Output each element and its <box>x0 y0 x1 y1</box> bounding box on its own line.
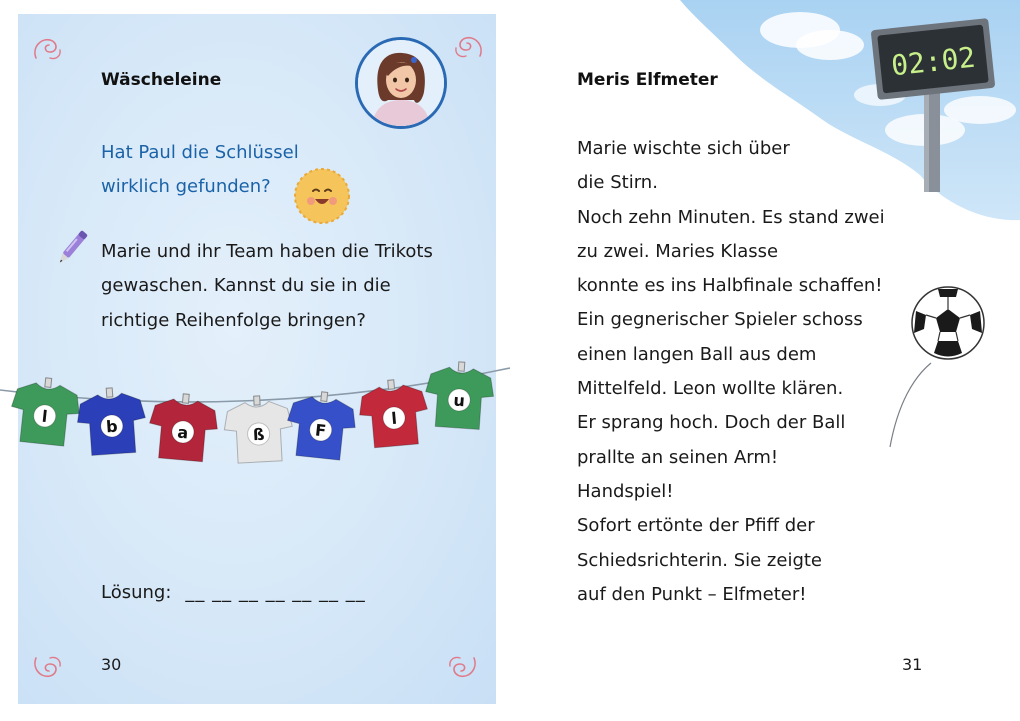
smiley-sun-icon <box>293 167 351 225</box>
jersey <box>223 394 294 463</box>
story-line: auf den Punkt – Elfmeter! <box>577 583 807 605</box>
story-line: konnte es ins Halbfinale schaffen! <box>577 275 883 297</box>
story-line: Ein gegnerischer Spieler schoss <box>577 309 863 331</box>
soccer-ball-icon <box>886 285 996 455</box>
swirl-ornament-icon <box>30 650 64 684</box>
jersey-letter: ß <box>252 424 265 445</box>
pen-icon <box>50 226 94 270</box>
clothespin-icon <box>45 378 52 388</box>
story-line: Er sprang hoch. Doch der Ball <box>577 412 846 434</box>
right-page <box>510 0 1020 721</box>
solution-row <box>101 582 366 603</box>
story-line: einen langen Ball aus dem <box>577 343 817 365</box>
jersey <box>423 360 495 430</box>
story-line: Handspiel! <box>577 480 674 502</box>
jersey <box>75 386 147 457</box>
task-line: Marie und ihr Team haben die Trikots <box>101 241 433 262</box>
jersey <box>8 375 83 448</box>
story-line: Mittelfeld. Leon wollte klären. <box>577 378 844 400</box>
swirl-ornament-icon <box>452 30 486 64</box>
clothespin-icon <box>388 380 395 389</box>
story-line: prallte an seinen Arm! <box>577 446 779 468</box>
jersey-letter: l <box>390 408 398 429</box>
avatar-girl-icon <box>355 37 447 129</box>
scoreboard-time: 02:02 <box>889 40 977 83</box>
clothespin-icon <box>321 392 328 402</box>
jersey-letter: u <box>452 390 466 411</box>
story-line: Marie wischte sich über <box>577 138 790 159</box>
jersey-letter: b <box>105 416 119 437</box>
story-text <box>577 132 885 612</box>
swirl-ornament-icon <box>30 32 64 66</box>
jersey-letter: a <box>176 422 190 443</box>
solution-label: Lösung: <box>101 582 172 603</box>
jersey-letter: l <box>40 406 49 427</box>
swirl-ornament-icon <box>446 650 480 684</box>
story-line: die Stirn. <box>577 172 658 194</box>
clothespin-icon <box>182 394 189 403</box>
solution-blanks[interactable]: __ __ __ __ __ __ __ <box>185 582 366 603</box>
task-line: richtige Reihenfolge bringen? <box>101 309 366 331</box>
jersey-letter: F <box>314 420 328 441</box>
scoreboard-icon <box>868 14 998 194</box>
page-number: 30 <box>101 655 122 674</box>
jersey <box>284 389 359 462</box>
clothesline-illustration <box>0 360 510 510</box>
page-number: 31 <box>902 655 923 674</box>
story-line: Noch zehn Minuten. Es stand zwei <box>577 206 885 228</box>
page-title: Meris Elfmeter <box>577 70 718 90</box>
story-line: Schiedsrichterin. Sie zeigte <box>577 549 823 571</box>
jersey <box>357 377 430 449</box>
task-text <box>101 235 433 338</box>
clothespin-icon <box>254 396 260 405</box>
clothespin-icon <box>106 388 113 397</box>
question-line: wirklich gefunden? <box>101 176 271 197</box>
story-line: zu zwei. Maries Klasse <box>577 240 779 262</box>
task-line: gewaschen. Kannst du sie in die <box>101 275 391 297</box>
page-title: Wäscheleine <box>101 70 222 90</box>
question-line: Hat Paul die Schlüssel <box>101 142 299 163</box>
story-line: Sofort ertönte der Pfiff der <box>577 515 815 537</box>
clothespin-icon <box>458 362 465 371</box>
